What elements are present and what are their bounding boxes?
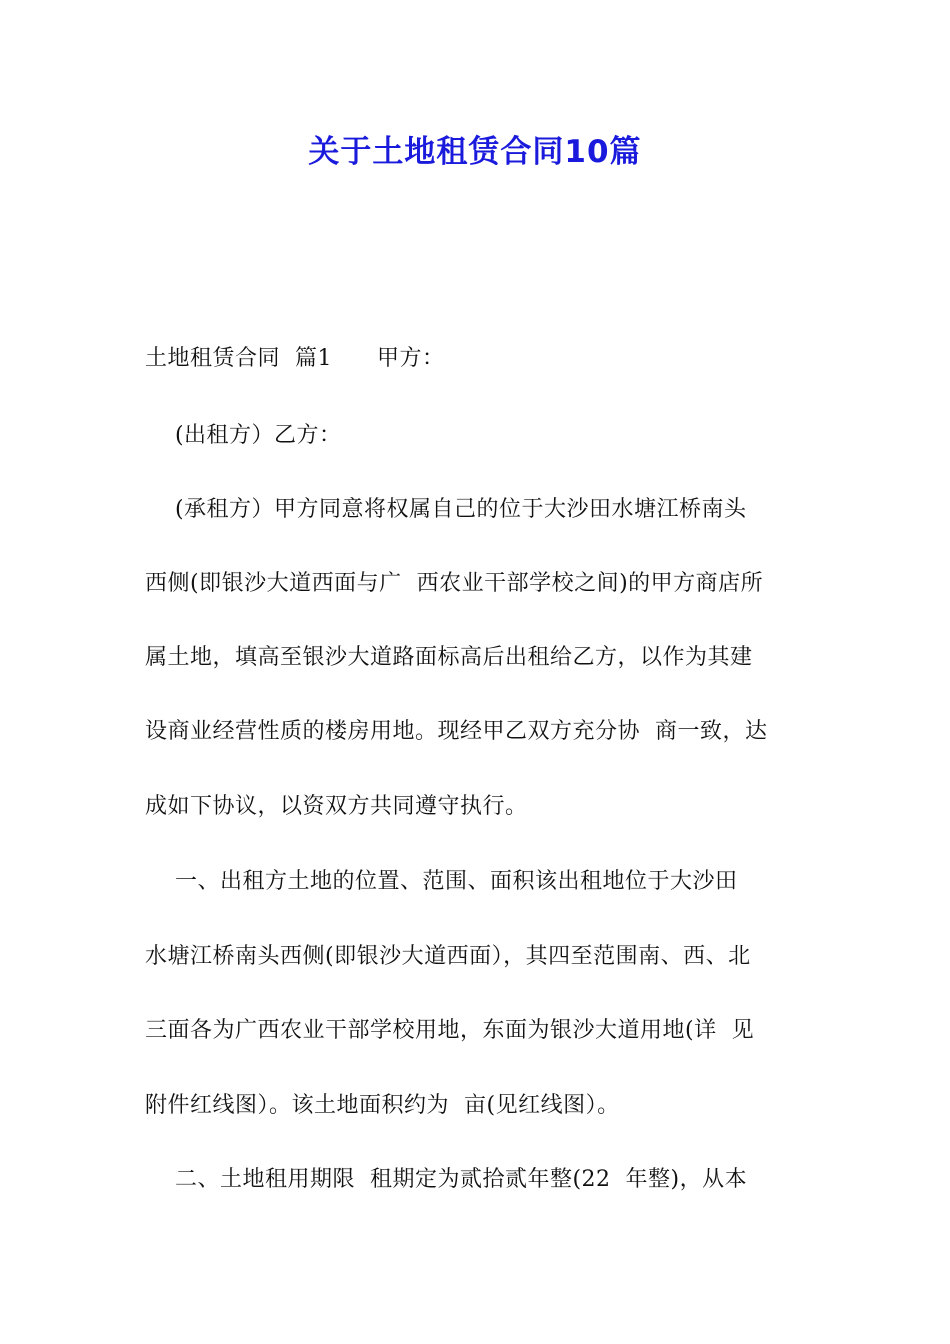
paragraph-line: 土地租赁合同 篇1 甲方： — [145, 346, 445, 371]
paragraph-line: 成如下协议，以资双方共同遵守执行。 — [145, 794, 528, 819]
paragraph-line: 水塘江桥南头西侧(即银沙大道西面），其四至范围南、西、北 — [145, 944, 751, 969]
paragraph-line: 二、土地租用期限 租期定为贰拾贰年整(22 年整)，从本 — [145, 1167, 748, 1192]
document-title: 关于土地租赁合同10篇 — [308, 134, 642, 170]
paragraph-line: (承租方）甲方同意将权属自己的位于大沙田水塘江桥南头 — [145, 497, 747, 522]
paragraph-line: 一、出租方土地的位置、范围、面积该出租地位于大沙田 — [145, 869, 738, 894]
paragraph-line: 附件红线图）。该土地面积约为 亩(见红线图）。 — [145, 1093, 620, 1118]
paragraph-line: 西侧(即银沙大道西面与广 西农业干部学校之间)的甲方商店所 — [145, 571, 764, 596]
paragraph-line: 设商业经营性质的楼房用地。现经甲乙双方充分协 商一致，达 — [145, 719, 768, 744]
paragraph-line: (出租方）乙方： — [145, 423, 342, 448]
paragraph-line: 三面各为广西农业干部学校用地，东面为银沙大道用地(详 见 — [145, 1018, 755, 1043]
paragraph-line: 属土地，填高至银沙大道路面标高后出租给乙方，以作为其建 — [145, 645, 753, 670]
